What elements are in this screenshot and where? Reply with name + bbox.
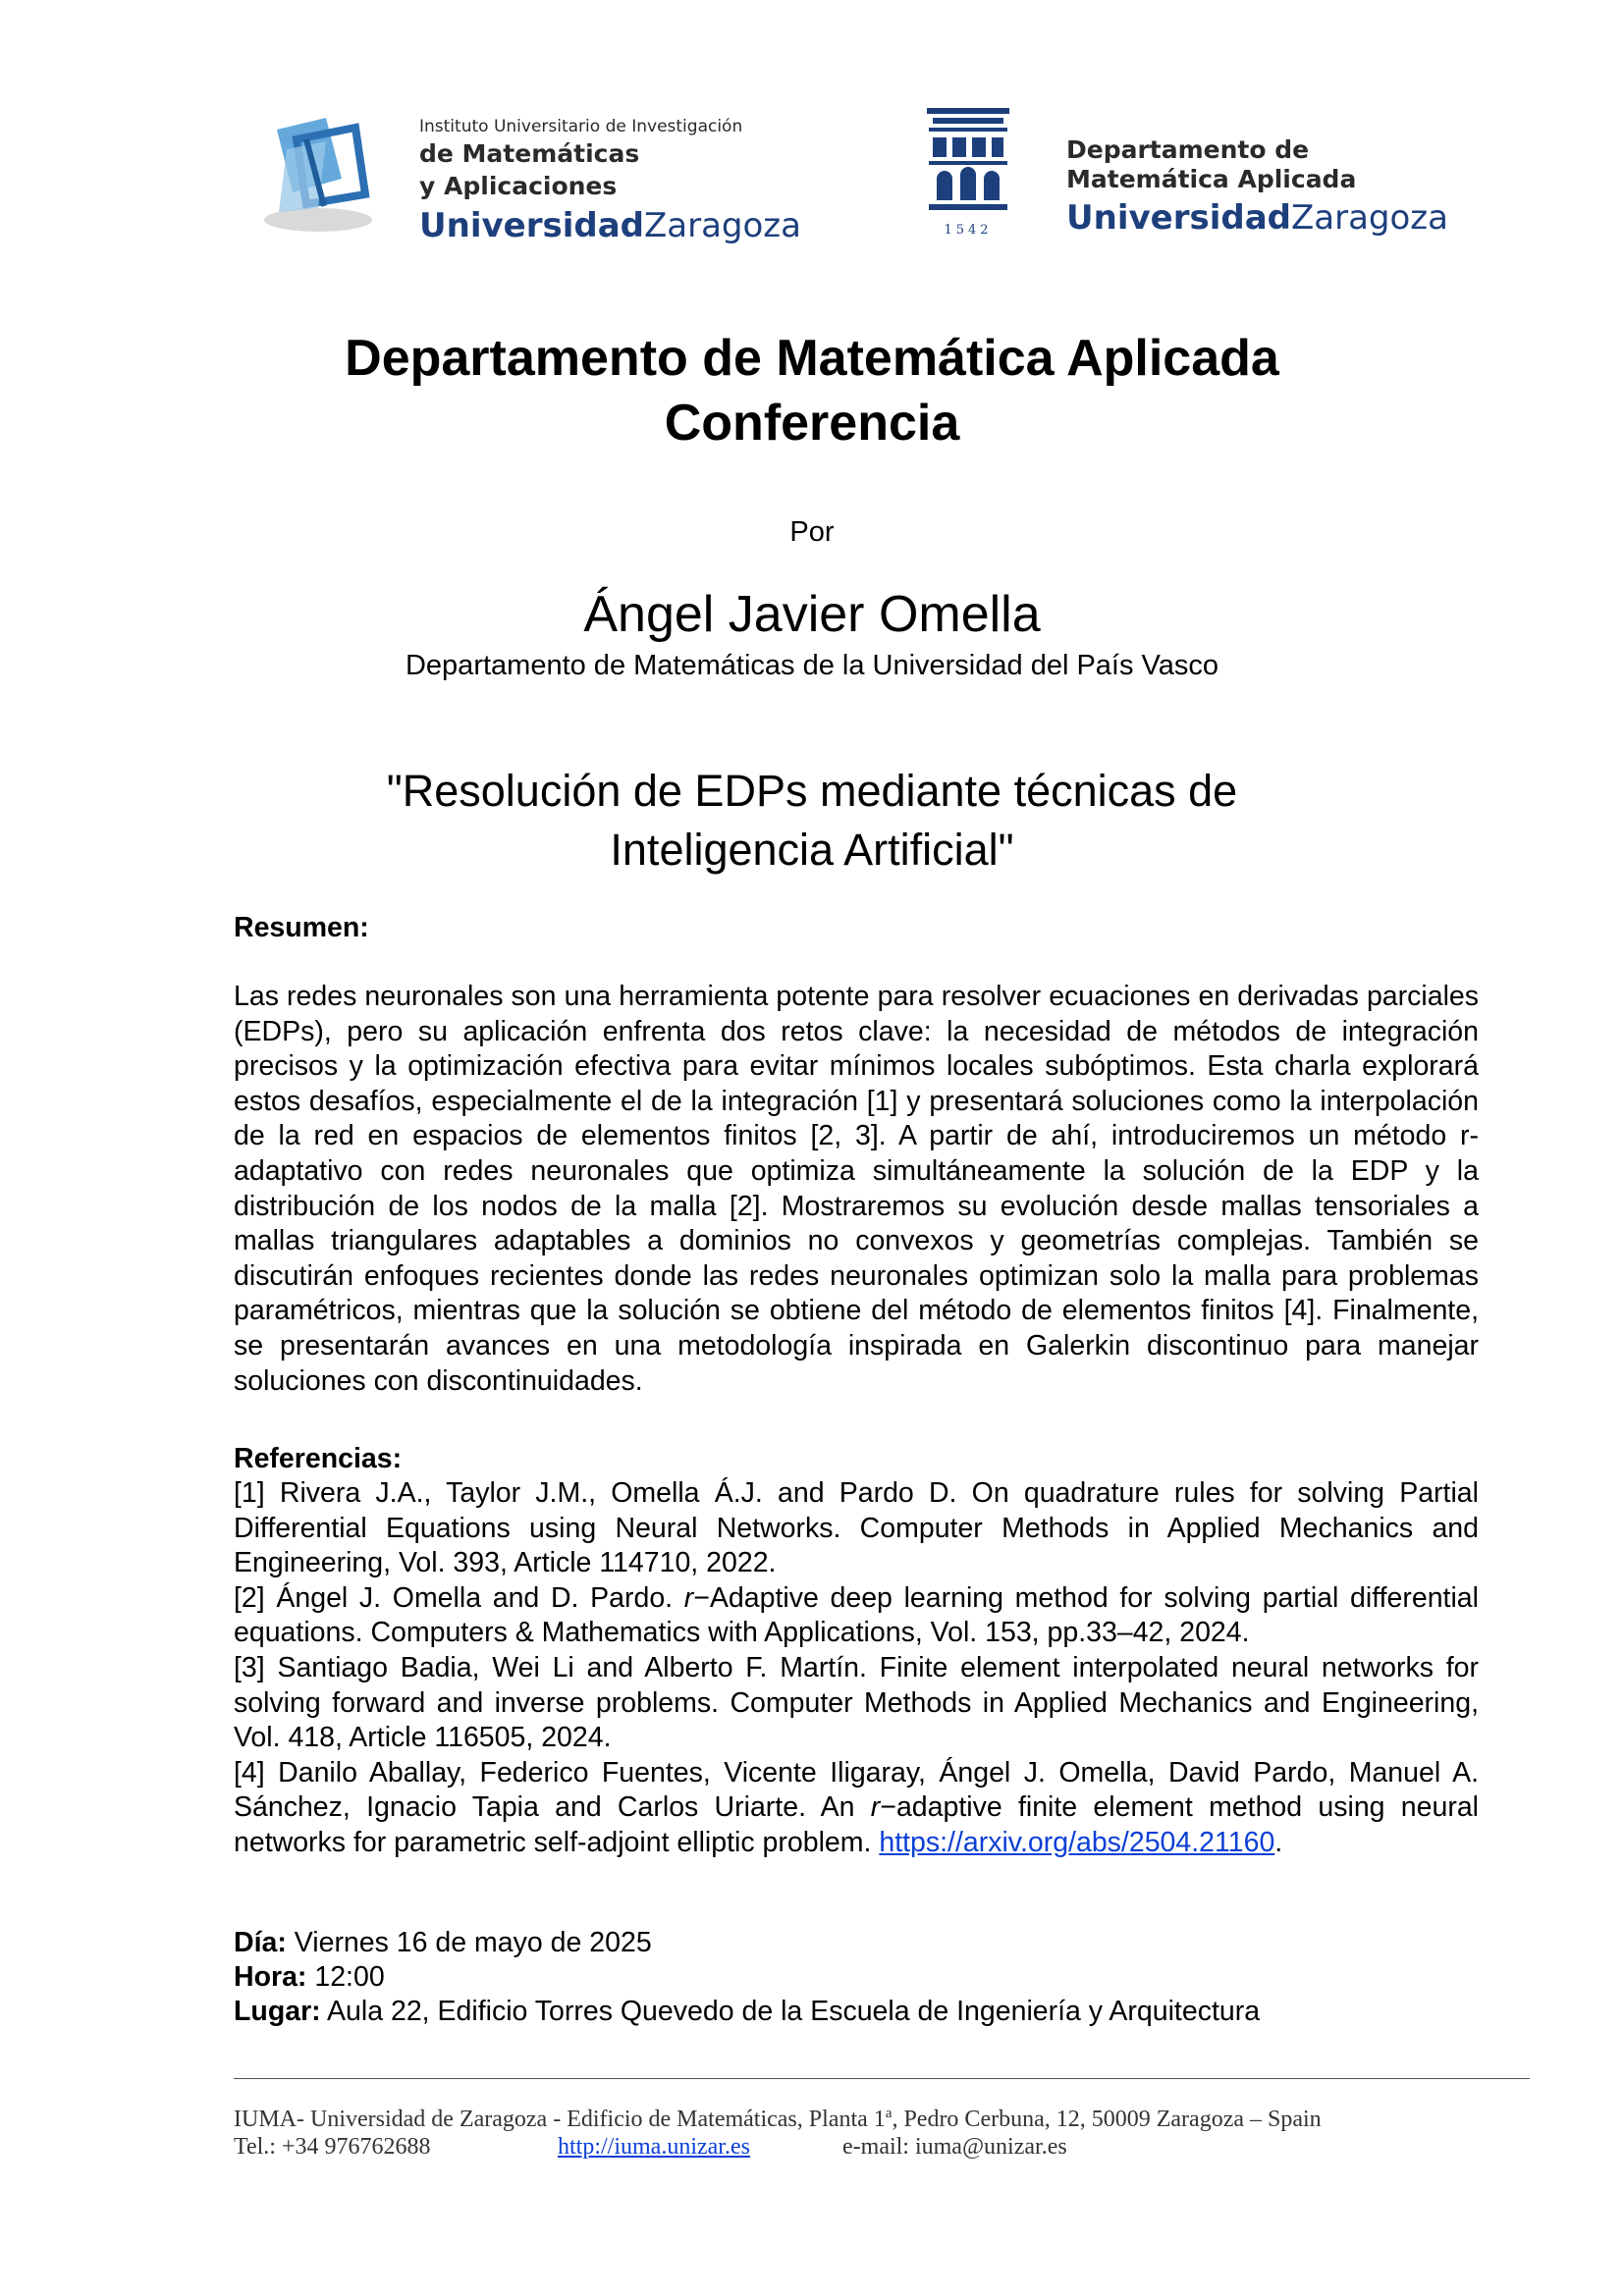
speaker-name: Ángel Javier Omella	[583, 586, 1041, 643]
references-heading: Referencias:	[234, 1443, 403, 1474]
talk-title-line2: Inteligencia Artificial"	[610, 825, 1014, 875]
place-label: Lugar:	[234, 1996, 321, 2027]
reference-3: [3] Santiago Badia, Wei Li and Alberto F. Martín. Finite element interpolated neural networks for solving forward and inverse problems. Computer Methods in Applied Mechanics and Engineering, Vol. 418, Article 116505, 2024.	[234, 1651, 1479, 1754]
seal-year: 1542	[944, 223, 993, 238]
abstract-text: Las redes neuronales son una herramienta potente para resolver ecuaciones en derivadas parciales (EDPs), pero su aplicación enfrenta dos retos clave: la necesidad de métodos de integración precisos y la optimización efectiva para evitar mínimos locales subóptimos. Esta charla explorará estos desafíos, especialmente el de la integración [1] y presentará soluciones como la interpolación de la red en espacios de elementos finitos [2, 3]. A partir de ahí, introduciremos un método r-adaptativo con redes neuronales que optimiza simultáneamente la solución de la EDP y la distribución de los nodos de la malla [2]. Mostraremos su evolución desde mallas tensoriales a mallas triangulares adaptables a dominios no convexos y geometrías complejas. También se discutirán enfoques recientes donde las redes neuronales optimizan solo la malla para problemas paramétricos, mientras que la solución se obtiene del método de elementos finitos [4]. Finalmente, se presentarán avances en una metodología inspirada en Galerkin discontinuo para manejar soluciones con discontinuidades.	[234, 981, 1479, 1397]
department-title: Departamento de Matemática Aplicada	[345, 330, 1279, 387]
place-value: Aula 22, Edificio Torres Quevedo de la Escuela de Ingeniería y Arquitectura	[320, 1996, 1261, 2027]
reference-4: [4] Danilo Aballay, Federico Fuentes, Vicente Iligaray, Ángel J. Omella, David Pardo, Manuel A. Sánchez, Ignacio Tapia and Carlos Uriarte. An r−adaptive finite element method using neural networks for parametric self-adjoint elliptic problem. https://arxiv.org/abs/2504.21160.	[234, 1756, 1479, 1858]
speaker-affiliation: Departamento de Matemáticas de la Universidad del País Vasco	[405, 650, 1218, 681]
footer-divider	[234, 2078, 1530, 2079]
dma-line2: Matemática Aplicada	[1066, 165, 1357, 193]
footer-address: IUMA- Universidad de Zaragoza - Edificio de Matemáticas, Planta 1$^a$, Pedro Cerbuna, 12, 50009 Zaragoza – Spain	[234, 2106, 1322, 2132]
iuma-logo	[257, 110, 380, 238]
iuma-line1: Instituto Universitario de Investigación	[419, 117, 743, 136]
dma-university: UniversidadZaragoza	[1066, 198, 1448, 238]
day-value: Viernes 16 de mayo de 2025	[286, 1927, 652, 1958]
talk-title-line1: "Resolución de EDPs mediante técnicas de	[386, 766, 1238, 816]
time-value: 12:00	[306, 1961, 385, 1993]
arxiv-link[interactable]: https://arxiv.org/abs/2504.21160	[879, 1826, 1275, 1858]
iuma-line2: de Matemáticas	[419, 139, 640, 168]
reference-2: [2] Ángel J. Omella and D. Pardo. r−Adaptive deep learning method for solving partial differential equations. Computers & Mathematics with Applications, Vol. 153, pp.33–42, 2024.	[234, 1581, 1479, 1649]
iuma-line3: y Aplicaciones	[419, 172, 618, 200]
time-label: Hora:	[234, 1961, 307, 1993]
event-time	[234, 1960, 1479, 1996]
footer-website-link[interactable]: http://iuma.unizar.es	[558, 2134, 750, 2160]
conference-title: Conferencia	[664, 395, 960, 452]
por-label: Por	[789, 516, 835, 548]
dma-name-block	[1066, 135, 1448, 238]
event-day	[234, 1926, 1479, 1961]
reference-1: [1] Rivera J.A., Taylor J.M., Omella Á.J. and Pardo D. On quadrature rules for solving Partial Differential Equations using Neural Networks. Computer Methods in Applied Mechanics and Engineering, Vol. 393, Article 114710, 2022.	[234, 1477, 1479, 1579]
iuma-name-block	[419, 116, 801, 245]
footer-phone: Tel.: +34 976762688	[234, 2134, 431, 2160]
dma-line1: Departamento de	[1066, 135, 1310, 164]
event-place	[234, 1995, 1479, 2030]
abstract-heading: Resumen:	[234, 912, 369, 943]
day-label: Día:	[234, 1927, 287, 1958]
university-seal-logo	[923, 106, 1013, 241]
iuma-university: UniversidadZaragoza	[419, 206, 801, 245]
references-list	[234, 1476, 1479, 1861]
footer-email: e-mail: iuma@unizar.es	[842, 2134, 1067, 2160]
